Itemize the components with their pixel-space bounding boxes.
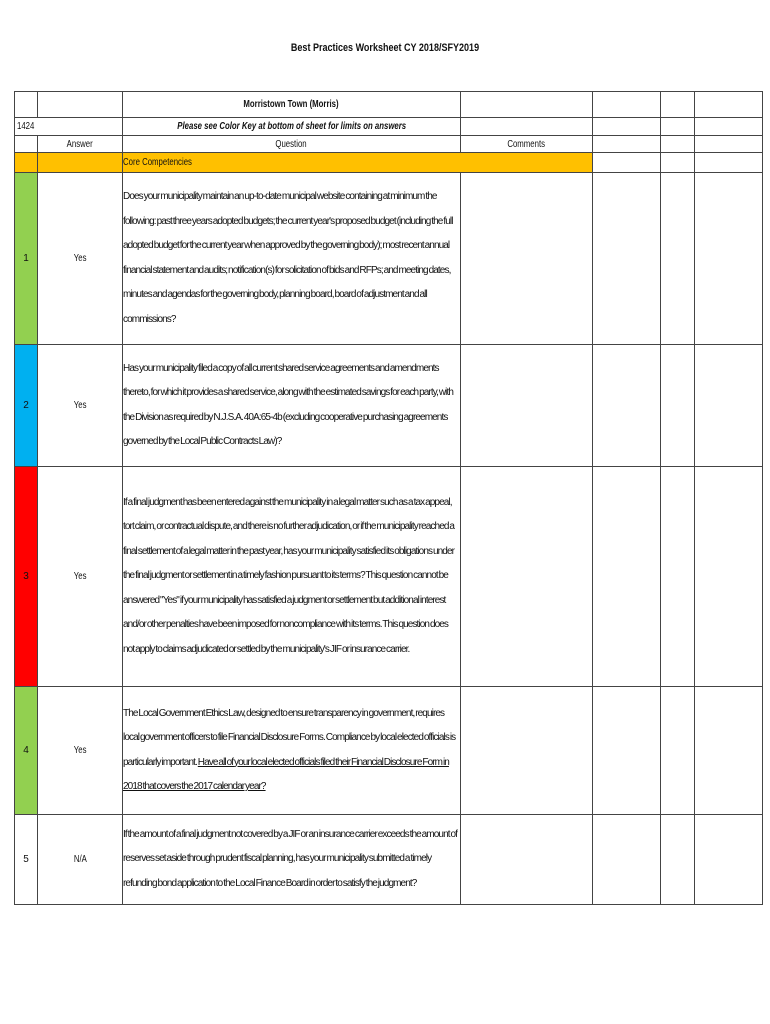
cell-empty: [593, 467, 661, 687]
cell-empty: [661, 136, 695, 153]
cell-empty: [15, 136, 38, 153]
cell-empty: [593, 136, 661, 153]
cell-empty: [695, 815, 763, 905]
answer-header: Answer: [38, 136, 123, 153]
cell-empty: [593, 345, 661, 467]
question-row: [15, 173, 763, 345]
cell-empty: [661, 345, 695, 467]
comments-cell[interactable]: [461, 173, 593, 345]
question-text: If the amount of a final judgment not covered by a JIF or an insurance carrier exceeds the amount of reserves set aside through prudent fiscal planning, has your municipality submitted a timely refunding bond application to the Local Finance Board in order to satisfy the judgment?: [123, 815, 461, 905]
comments-cell[interactable]: [461, 687, 593, 815]
answer-cell[interactable]: N/A: [38, 815, 123, 905]
question-text-main: The Local Government Ethics Law, designed to ensure transparency in government, requires local government officers to file Financial Disclosure Forms. Compliance by local elected officials is particularly important.: [123, 707, 456, 768]
question-text: Does your municipality maintain an up-to-date municipal website containing at minimum the following: past three years adopted budgets; the current year's proposed budget (including the full adopted budget for the current year when approved by the governing body); most recent annual financial statement and audits; notification(s) for solicitation of bids and RFPs; and meeting dates, minutes and agendas for the governing body, planning board, board of adjustment and all commissions?: [123, 173, 461, 345]
question-number: 2: [15, 345, 38, 467]
comments-header: Comments: [461, 136, 593, 153]
question-text: If a final judgment has been entered against the municipality in a legal matter such as a tax appeal, tort claim, or contractual dispute, and there is no further adjudication, or if the municipality reached a final settlement of a legal matter in the past year, has your municipality satisfied its obligations under the final judgment or settlement in a timely fashion pursuant to its terms? This question cannot be answered "Yes" if your municipality has satisfied a judgment or settlement but additional interest and/or other penalties have been imposed for noncompliance with its terms. This question does not apply to claims adjudicated or settled by the municipality's JIF or insurance carrier.: [123, 467, 461, 687]
question-header: Question: [123, 136, 461, 153]
cell-empty: [695, 136, 763, 153]
cell-empty: [593, 687, 661, 815]
question-row: [15, 687, 763, 815]
cell-empty: [695, 92, 763, 118]
municipality-title: Morristown Town (Morris): [123, 92, 461, 118]
answer-cell[interactable]: Yes: [38, 687, 123, 815]
comments-cell[interactable]: [461, 345, 593, 467]
color-key-note: Please see Color Key at bottom of sheet for limits on answers: [123, 118, 461, 136]
cell-empty: [593, 173, 661, 345]
cell-empty: [695, 173, 763, 345]
cell-empty: [695, 153, 763, 173]
cell-empty: [661, 467, 695, 687]
question-text: Has your municipality filed a copy of all current shared service agreements and amendments thereto, for which it provides a shared service, along with the estimated savings for each party, with the Division as required by N.J.S.A. 40A:65-4b (excluding cooperative purchasing agreements governed by the Local Public Contracts Law)?: [123, 345, 461, 467]
question-text: [123, 687, 461, 815]
comments-cell[interactable]: [461, 467, 593, 687]
cell-empty: [661, 92, 695, 118]
question-number: 4: [15, 687, 38, 815]
question-row: [15, 815, 763, 905]
cell-empty: [695, 118, 763, 136]
question-number: 1: [15, 173, 38, 345]
cell-empty: [38, 92, 123, 118]
cell-empty: [661, 153, 695, 173]
municipality-code: 1424: [15, 118, 123, 136]
section-title: Core Competencies: [123, 153, 593, 173]
document-title: Best Practices Worksheet CY 2018/SFY2019: [290, 42, 480, 54]
question-number: 5: [15, 815, 38, 905]
comments-cell[interactable]: [461, 815, 593, 905]
cell-empty: [593, 815, 661, 905]
cell-empty: [461, 92, 593, 118]
cell-empty: [593, 153, 661, 173]
answer-cell[interactable]: Yes: [38, 173, 123, 345]
cell-empty: [15, 92, 38, 118]
answer-cell[interactable]: Yes: [38, 467, 123, 687]
worksheet-table: [14, 91, 763, 905]
question-number: 3: [15, 467, 38, 687]
cell-empty: [695, 467, 763, 687]
cell-empty: [593, 118, 661, 136]
cell-empty: [461, 118, 593, 136]
question-row: [15, 467, 763, 687]
answer-cell[interactable]: Yes: [38, 345, 123, 467]
cell-empty: [661, 173, 695, 345]
section-color-cell: [38, 153, 123, 173]
cell-empty: [593, 92, 661, 118]
cell-empty: [661, 687, 695, 815]
section-color-cell: [15, 153, 38, 173]
cell-empty: [695, 345, 763, 467]
question-row: [15, 345, 763, 467]
question-text-underlined: Have all of your local elected officials filed their Financial Disclosure Form in 2018 that covers the 2017 calendar year?: [123, 756, 449, 792]
cell-empty: [661, 118, 695, 136]
cell-empty: [695, 687, 763, 815]
cell-empty: [661, 815, 695, 905]
